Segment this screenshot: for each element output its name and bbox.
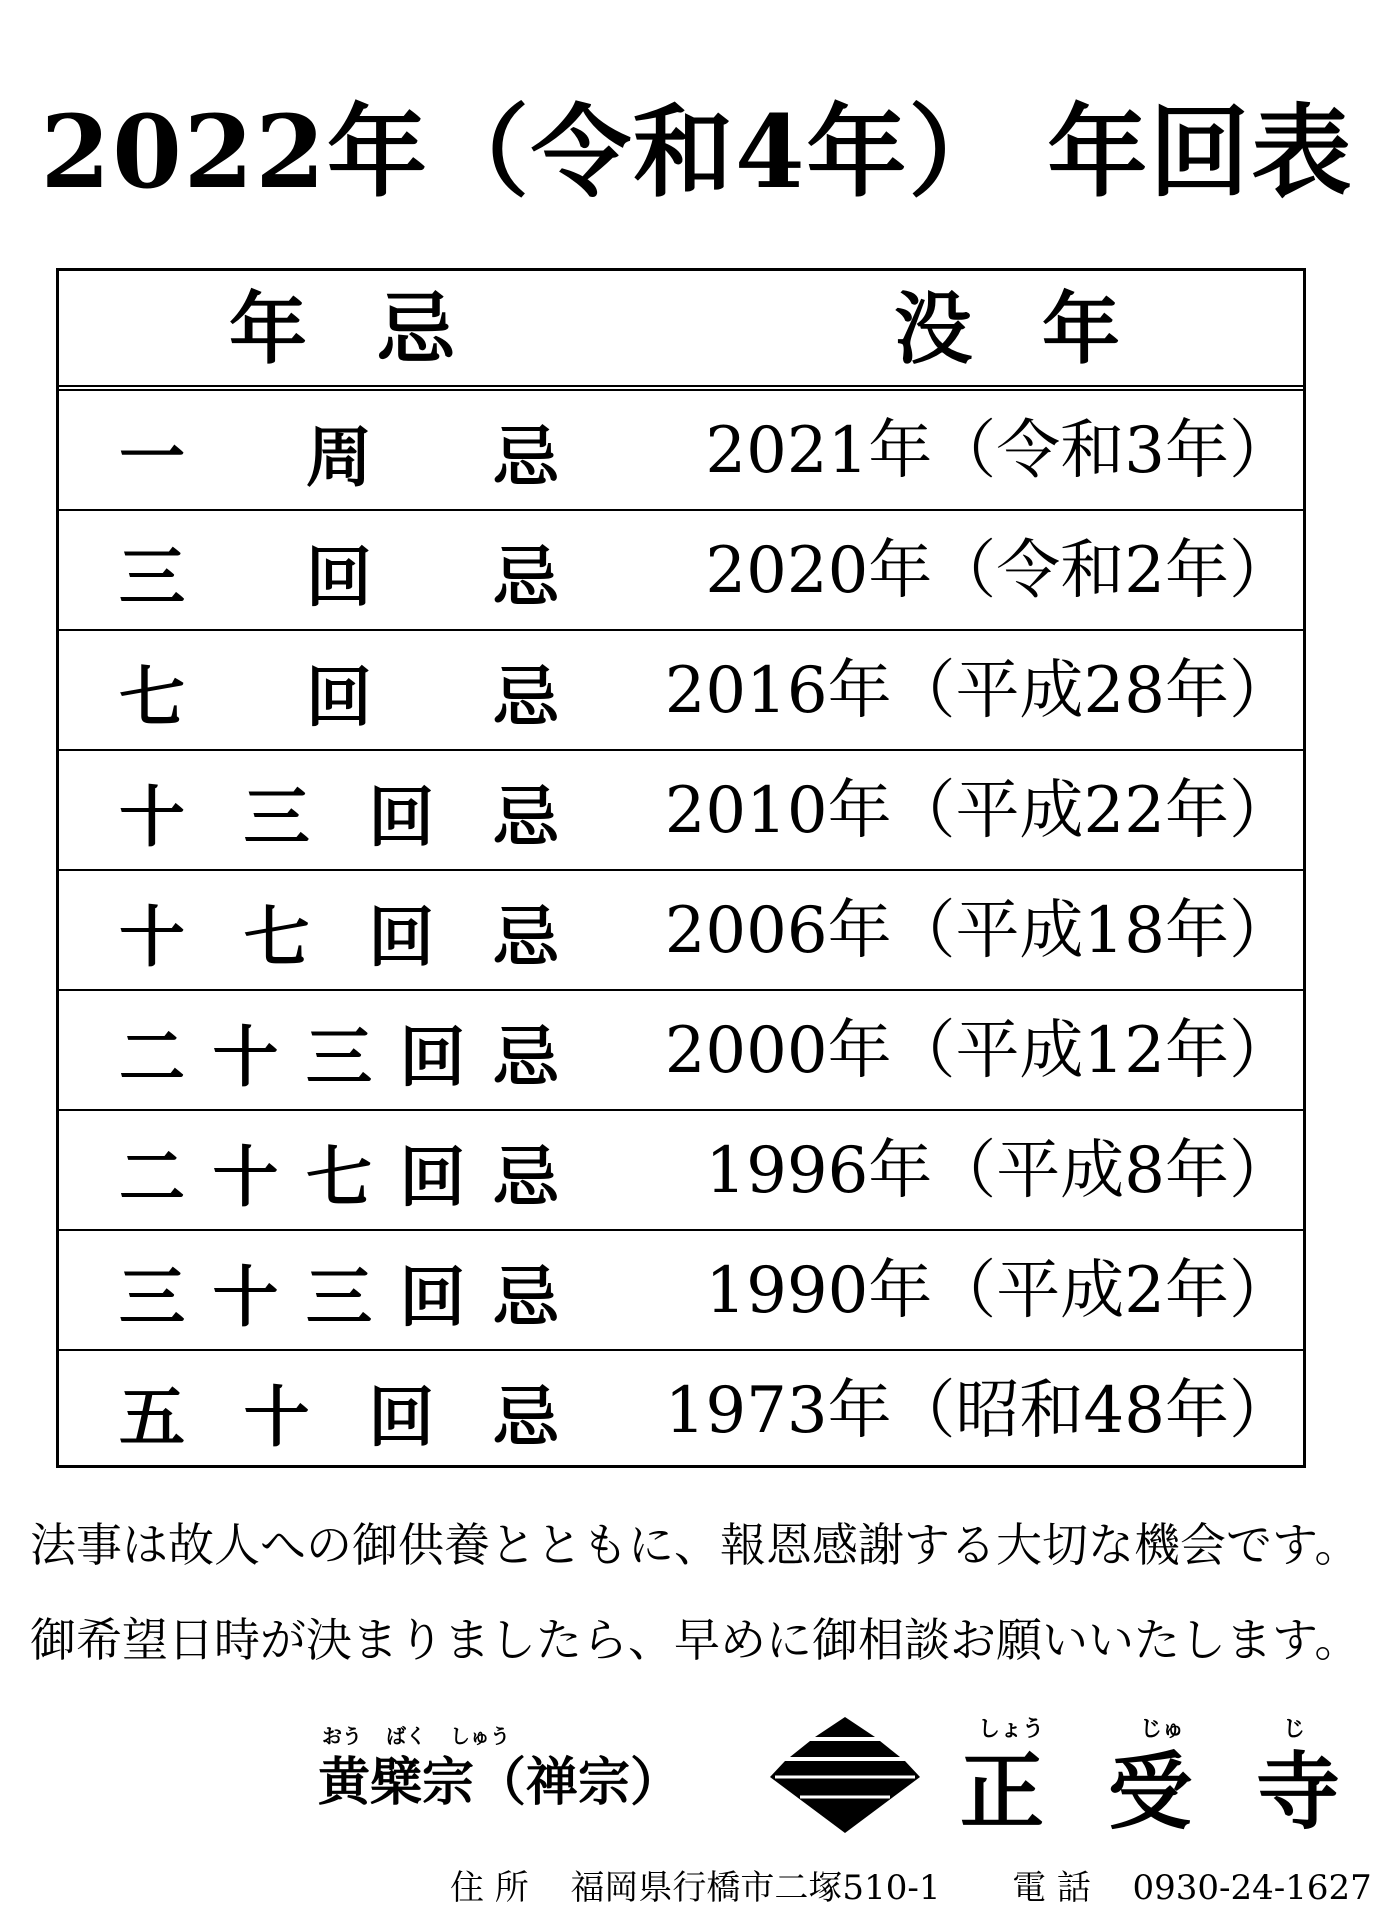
kaiki-cell [119, 1011, 559, 1096]
address-value: 福岡県行橋市二塚510-1 [570, 1868, 941, 1908]
kaiki-char: 回 [306, 657, 372, 736]
temple-crest-icon [770, 1715, 920, 1835]
temple-ruby-1: しょう [978, 1716, 1045, 1742]
kaiki-char: 七 [306, 1137, 372, 1216]
death-year-cell: 1973年（昭和48年） [664, 1374, 1293, 1448]
table-row [59, 991, 1303, 1111]
kaiki-char: 回 [368, 897, 435, 976]
death-year-cell: 2000年（平成12年） [664, 1014, 1293, 1088]
kaiki-char: 忌 [492, 897, 559, 976]
temple-name [960, 1725, 1340, 1846]
table-row [59, 1111, 1303, 1231]
kaiki-char: 三 [306, 1017, 372, 1096]
death-year-cell: 2010年（平成22年） [664, 774, 1293, 848]
death-year-cell: 1996年（平成8年） [705, 1134, 1293, 1208]
kaiki-char: 回 [368, 1377, 435, 1456]
kaiki-char: 三 [306, 1257, 372, 1336]
kaiki-char: 十 [212, 1257, 279, 1336]
kaiki-char: 七 [243, 897, 310, 976]
death-year-cell: 2021年（令和3年） [705, 414, 1293, 488]
kaiki-cell [119, 1371, 559, 1456]
temple-ruby-2: じゅ [1140, 1716, 1185, 1742]
sect-ruby-3: しゅう [450, 1724, 510, 1748]
note-line-1: 法事は故人への御供養とともに、報恩感謝する大切な機会です。 [30, 1518, 1361, 1572]
kaiki-char: 忌 [493, 1017, 559, 1096]
sect-name: 黄檗宗（禅宗） [318, 1752, 683, 1813]
note-line-2: 御希望日時が決まりましたら、早めに御相談お願いいたします。 [30, 1613, 1361, 1667]
table-row [59, 871, 1303, 991]
temple-char-1: 正 [960, 1742, 1045, 1841]
kaiki-char: 回 [399, 1257, 466, 1336]
table-header [59, 271, 1303, 391]
kaiki-char: 七 [119, 657, 185, 736]
contact-info [450, 1860, 1372, 1909]
kaiki-cell [119, 1251, 559, 1336]
sect-ruby-1: おう [322, 1724, 362, 1748]
kaiki-char: 十 [119, 897, 185, 976]
table-row [59, 391, 1303, 511]
table-row [59, 1351, 1303, 1471]
temple-char-2: 受 [1107, 1742, 1192, 1841]
kaiki-cell [119, 531, 559, 616]
kaiki-char: 二 [119, 1137, 185, 1216]
address-label: 住 所 [450, 1868, 529, 1908]
kaiki-char: 忌 [493, 657, 559, 736]
death-year-cell: 2016年（平成28年） [664, 654, 1293, 728]
phone-value: 0930-24-1627 [1132, 1868, 1372, 1908]
kaiki-char: 忌 [492, 777, 559, 856]
phone-label: 電 話 [1012, 1868, 1091, 1908]
table-row [59, 631, 1303, 751]
nenkai-table [56, 268, 1306, 1468]
kaiki-char: 忌 [493, 1257, 559, 1336]
kaiki-char: 十 [243, 1377, 310, 1456]
table-row [59, 1231, 1303, 1351]
kaiki-char: 三 [119, 1257, 185, 1336]
kaiki-char: 三 [243, 777, 310, 856]
page-title: 2022年（令和4年） 年回表 [40, 93, 1354, 211]
kaiki-char: 三 [119, 537, 185, 616]
temple-char-3: 寺 [1255, 1742, 1340, 1841]
kaiki-char: 忌 [493, 1137, 559, 1216]
kaiki-cell [119, 891, 559, 976]
kaiki-char: 十 [212, 1017, 279, 1096]
kaiki-char: 五 [119, 1377, 185, 1456]
kaiki-char: 二 [119, 1017, 185, 1096]
kaiki-char: 回 [368, 777, 435, 856]
kaiki-char: 回 [399, 1017, 466, 1096]
kaiki-char: 十 [212, 1137, 279, 1216]
death-year-cell: 2020年（令和2年） [705, 534, 1293, 608]
kaiki-cell [119, 771, 559, 856]
table-row [59, 751, 1303, 871]
kaiki-cell [119, 651, 559, 736]
death-year-cell: 1990年（平成2年） [705, 1254, 1293, 1328]
sect-ruby-2: ばく [386, 1724, 426, 1748]
kaiki-char: 忌 [493, 537, 559, 616]
header-botsunen: 没年 [894, 284, 1191, 375]
kaiki-char: 忌 [493, 417, 559, 496]
kaiki-char: 忌 [492, 1377, 559, 1456]
kaiki-cell [119, 1131, 559, 1216]
kaiki-char: 周 [306, 417, 372, 496]
table-row [59, 511, 1303, 631]
kaiki-cell [119, 411, 559, 496]
kaiki-char: 一 [119, 417, 185, 496]
death-year-cell: 2006年（平成18年） [664, 894, 1293, 968]
kaiki-char: 十 [119, 777, 185, 856]
temple-ruby-3: じ [1283, 1716, 1306, 1742]
header-nenki: 年忌 [229, 284, 526, 375]
kaiki-char: 回 [306, 537, 372, 616]
kaiki-char: 回 [399, 1137, 466, 1216]
